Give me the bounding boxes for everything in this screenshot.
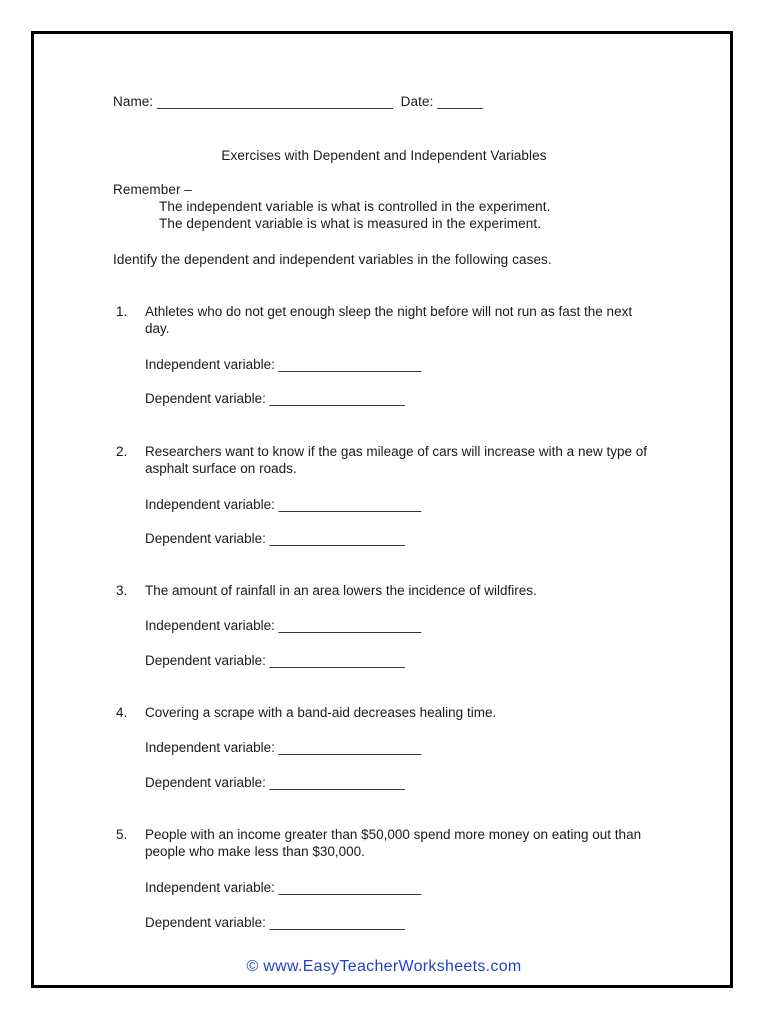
independent-variable-blank[interactable]: Independent variable: ___________________: [145, 497, 422, 512]
question-number: 4.: [116, 705, 128, 720]
question-number: 3.: [116, 583, 128, 598]
question-text: The amount of rainfall in an area lowers the incidence of wildfires.: [145, 583, 537, 598]
dependent-variable-blank[interactable]: Dependent variable: __________________: [145, 915, 405, 930]
dependent-variable-blank[interactable]: Dependent variable: __________________: [145, 391, 405, 406]
worksheet-title: Exercises with Dependent and Independent Variables: [221, 148, 547, 163]
independent-variable-blank[interactable]: Independent variable: ___________________: [145, 357, 422, 372]
remember-independent-definition: The independent variable is what is controlled in the experiment.: [159, 199, 551, 214]
independent-variable-blank[interactable]: Independent variable: ___________________: [145, 618, 422, 633]
question-text: Researchers want to know if the gas mileage of cars will increase with a new type of asphalt surface on roads.: [145, 444, 647, 476]
independent-variable-blank[interactable]: Independent variable: ___________________: [145, 740, 422, 755]
question-number: 5.: [116, 827, 128, 842]
dependent-variable-blank[interactable]: Dependent variable: __________________: [145, 775, 405, 790]
question-text: People with an income greater than $50,000 spend more money on eating out than people who make less than $30,000.: [145, 827, 642, 859]
question-text: Covering a scrape with a band-aid decreases healing time.: [145, 705, 497, 720]
dependent-variable-blank[interactable]: Dependent variable: __________________: [145, 653, 405, 668]
question-text: Athletes who do not get enough sleep the night before will not run as fast the next day.: [145, 304, 633, 336]
dependent-variable-blank[interactable]: Dependent variable: __________________: [145, 531, 405, 546]
instructions: Identify the dependent and independent variables in the following cases.: [113, 252, 552, 267]
question-number: 1.: [116, 304, 128, 319]
website-link[interactable]: © www.EasyTeacherWorksheets.com: [246, 958, 522, 975]
remember-dependent-definition: The dependent variable is what is measured in the experiment.: [159, 216, 542, 231]
independent-variable-blank[interactable]: Independent variable: ___________________: [145, 880, 422, 895]
remember-heading: Remember –: [113, 182, 193, 197]
question-number: 2.: [116, 444, 128, 459]
copyright-footer[interactable]: [0, 957, 768, 977]
name-date-line: Name: _______________________________ Date: ______: [113, 94, 483, 109]
